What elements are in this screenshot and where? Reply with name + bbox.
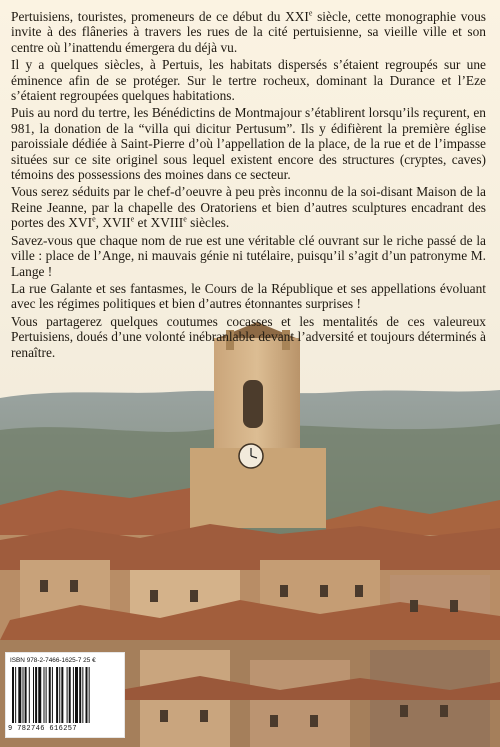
barcode-stripe xyxy=(29,667,30,723)
paragraph-intro: Pertuisiens, touristes, promeneurs de ce début du XXIe siècle, cette monographie vous invite à des flâneries à travers les rues de la cité pertuisienne, sa vieille ville et son centre où l’inattendu émergera du déjà vu. xyxy=(11,8,486,55)
barcode-stripe xyxy=(61,667,63,723)
barcode-stripe xyxy=(59,667,60,723)
barcode-stripe xyxy=(25,667,27,723)
barcode-stripe xyxy=(35,667,37,723)
barcode-stripe xyxy=(67,667,68,723)
paragraph-customs: Vous partagerez quelques coutumes cocasses et les mentalités de ces valeureux Pertuisiens, doués d’une volonté inébranlable devant l’adversité et toujours déterminés à renaître. xyxy=(11,313,486,360)
barcode-stripe xyxy=(89,667,90,723)
barcode-stripe xyxy=(44,667,45,723)
isbn-price-label: ISBN 978-2-7466-1625-7 25 € xyxy=(10,657,96,664)
barcode-stripe xyxy=(82,667,83,723)
barcode-stripe xyxy=(12,667,14,723)
barcode-stripe xyxy=(69,667,71,723)
paragraph-benedictines: Puis au nord du tertre, les Bénédictins de Montmajour s’établirent lorsqu’ils reçurent, en 981, la donation de la “villa qui dicitur Pertusum”. Ils y édifièrent la première église paroissiale dédiée à Saint-Pierre d’où l’appellation de la place, de la rue et de l’impasse situées sur ce site originel sous lequel existent encore des structures (cryptes, caves) témoins des possessions des moines dans ce secteur. xyxy=(11,105,486,183)
barcode-stripe xyxy=(75,667,78,723)
paragraph-street-names: Savez-vous que chaque nom de rue est une véritable clé ouvrant sur le riche passé de la ville : place de l’Ange, ni mauvais génie ni tutélaire, puisqu’il s’agit d’un patronyme M. Lange ! xyxy=(11,232,486,279)
barcode-stripe xyxy=(73,667,74,723)
barcode-stripe xyxy=(79,667,81,723)
barcode-stripe xyxy=(33,667,34,723)
back-cover-text xyxy=(11,9,486,362)
barcode-stripe xyxy=(15,667,16,723)
barcode-stripe xyxy=(86,667,88,723)
barcode-stripe xyxy=(38,667,41,723)
barcode-stripe xyxy=(46,667,47,723)
barcode-stripe xyxy=(23,667,24,723)
barcode-stripe xyxy=(49,667,51,723)
barcode-stripe xyxy=(56,667,58,723)
paragraph-history: Il y a quelques siècles, à Pertuis, les habitats dispersés s’étaient regroupés sur une éminence afin de se protéger. Sur le tertre rocheux, dominant la Durance et l’Eze s’étaient regroupées quelques habitations. xyxy=(11,57,486,104)
paragraph-rue-galante: La rue Galante et ses fantasmes, le Cours de la République et ses appellations évoluant avec les régimes politiques et bien d’autres étonnantes surprises ! xyxy=(11,280,486,312)
barcode-bars xyxy=(12,667,118,723)
paragraph-sculptures: Vous serez séduits par le chef-d’oeuvre à peu près inconnu de la soi-disant Maison de la Reine Jeanne, par la chapelle des Oratoriens et bien d’autres sculptures encadrant des portes des XVIe, XVIIe et XVIIIe siècles. xyxy=(11,184,486,231)
barcode-stripe xyxy=(52,667,53,723)
barcode-number: 9 782746 616257 xyxy=(8,725,78,733)
barcode-stripe xyxy=(18,667,21,723)
barcode xyxy=(5,652,125,738)
